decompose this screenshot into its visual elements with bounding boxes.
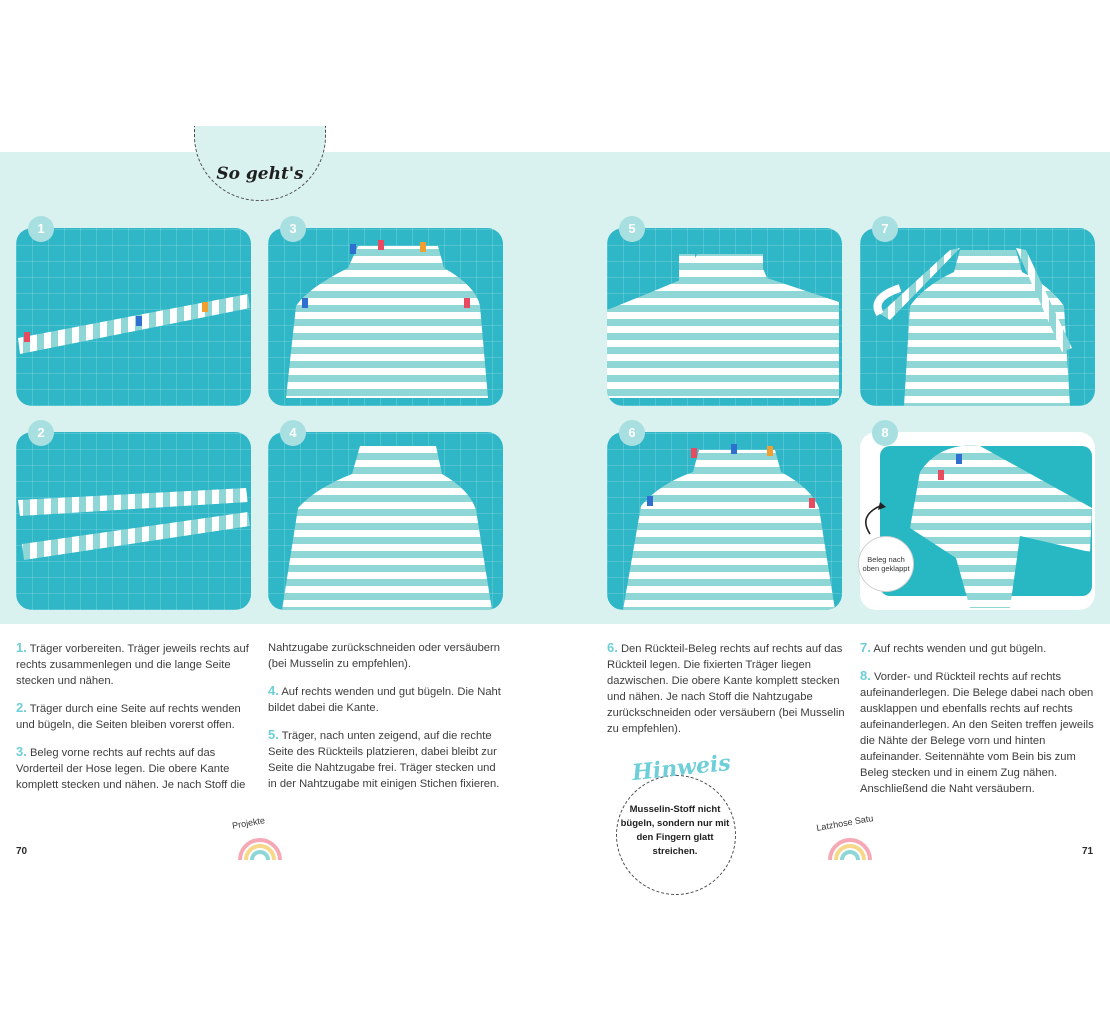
step-photo-7	[860, 228, 1095, 406]
step-7-text: 7. Auf rechts wenden und gut bügeln.	[860, 640, 1047, 655]
step-badge-7: 7	[872, 216, 898, 242]
text-column-1	[16, 640, 254, 804]
section-label-right: Latzhose Satu	[815, 813, 874, 833]
text-column-4	[860, 640, 1098, 808]
step-2-text: 2. Träger durch eine Seite auf rechts wenden und bügeln, die Seiten bleiben vorerst offen.	[16, 700, 241, 731]
step-badge-5: 5	[619, 216, 645, 242]
step-1-text: 1. Träger vorbereiten. Träger jeweils rechts auf rechts zusammenlegen und die lange Seite stecken und nähen.	[16, 640, 249, 687]
step-badge-1: 1	[28, 216, 54, 242]
so-gehts-label: So geht's	[216, 164, 304, 184]
rainbow-icon-right	[826, 834, 874, 862]
photo-8-note-text: Beleg nach oben geklappt	[862, 554, 910, 573]
page-number-right: 71	[1082, 846, 1094, 857]
step-photo-4	[268, 432, 503, 610]
step-badge-6: 6	[619, 420, 645, 446]
step-badge-8: 8	[872, 420, 898, 446]
text-column-3	[607, 640, 845, 748]
text-column-2	[268, 640, 506, 803]
step-badge-2: 2	[28, 420, 54, 446]
step-4-text: 4. Auf rechts wenden und gut bügeln. Die Naht bildet dabei die Kante.	[268, 683, 501, 714]
step-badge-3: 3	[280, 216, 306, 242]
photo-8-note	[858, 536, 914, 592]
step-8-text: 8. Vorder- und Rückteil rechts auf rechts aufeinanderlegen. Die Belege dabei nach oben ausklappen und ebenfalls rechts auf rechts aufeinanderlegen. An den Seiten treffen jeweils die Nähte der Belege vorn und hinten aufeinander. Seitennähte vom Bein bis zum Beleg stecken und in einem Zug nähen. Anschließend die Naht versäubern.	[860, 668, 1094, 795]
hinweis-title: Hinweis	[630, 749, 732, 787]
step-photo-6	[607, 432, 842, 610]
step-photo-1	[16, 228, 251, 406]
step-3-continued: Nahtzugabe zurückschneiden oder versäubern (bei Musselin zu empfehlen).	[268, 642, 500, 670]
rainbow-icon-left	[236, 834, 284, 862]
step-photo-5	[607, 228, 842, 406]
hinweis-text: Musselin-Stoff nicht bügeln, sondern nur mit den Fingern glatt streichen.	[620, 804, 730, 857]
step-3-text: 3. Beleg vorne rechts auf rechts auf das Vorderteil der Hose legen. Die obere Kante komplett stecken und nähen. Je nach Stoff die	[16, 744, 246, 791]
curved-arrow-icon	[856, 498, 896, 538]
section-label-left: Projekte	[231, 815, 266, 831]
step-photo-3	[268, 228, 503, 406]
step-6-text: 6. Den Rückteil-Beleg rechts auf rechts auf das Rückteil legen. Die fixierten Träger liegen dazwischen. Die obere Kante komplett stecken und nähen. Je nach Stoff die Nahtzugabe zurückschneiden oder versäubern (bei Musselin zu empfehlen).	[607, 640, 845, 735]
step-photo-2	[16, 432, 251, 610]
step-5-text: 5. Träger, nach unten zeigend, auf die rechte Seite des Rückteils platzieren, dabei bleibt zur Seite die Nahtzugabe frei. Träger stecken und in der Nahtzugabe mit einigen Stichen fixieren.	[268, 727, 500, 790]
page-number-left: 70	[16, 846, 28, 857]
step-badge-4: 4	[280, 420, 306, 446]
